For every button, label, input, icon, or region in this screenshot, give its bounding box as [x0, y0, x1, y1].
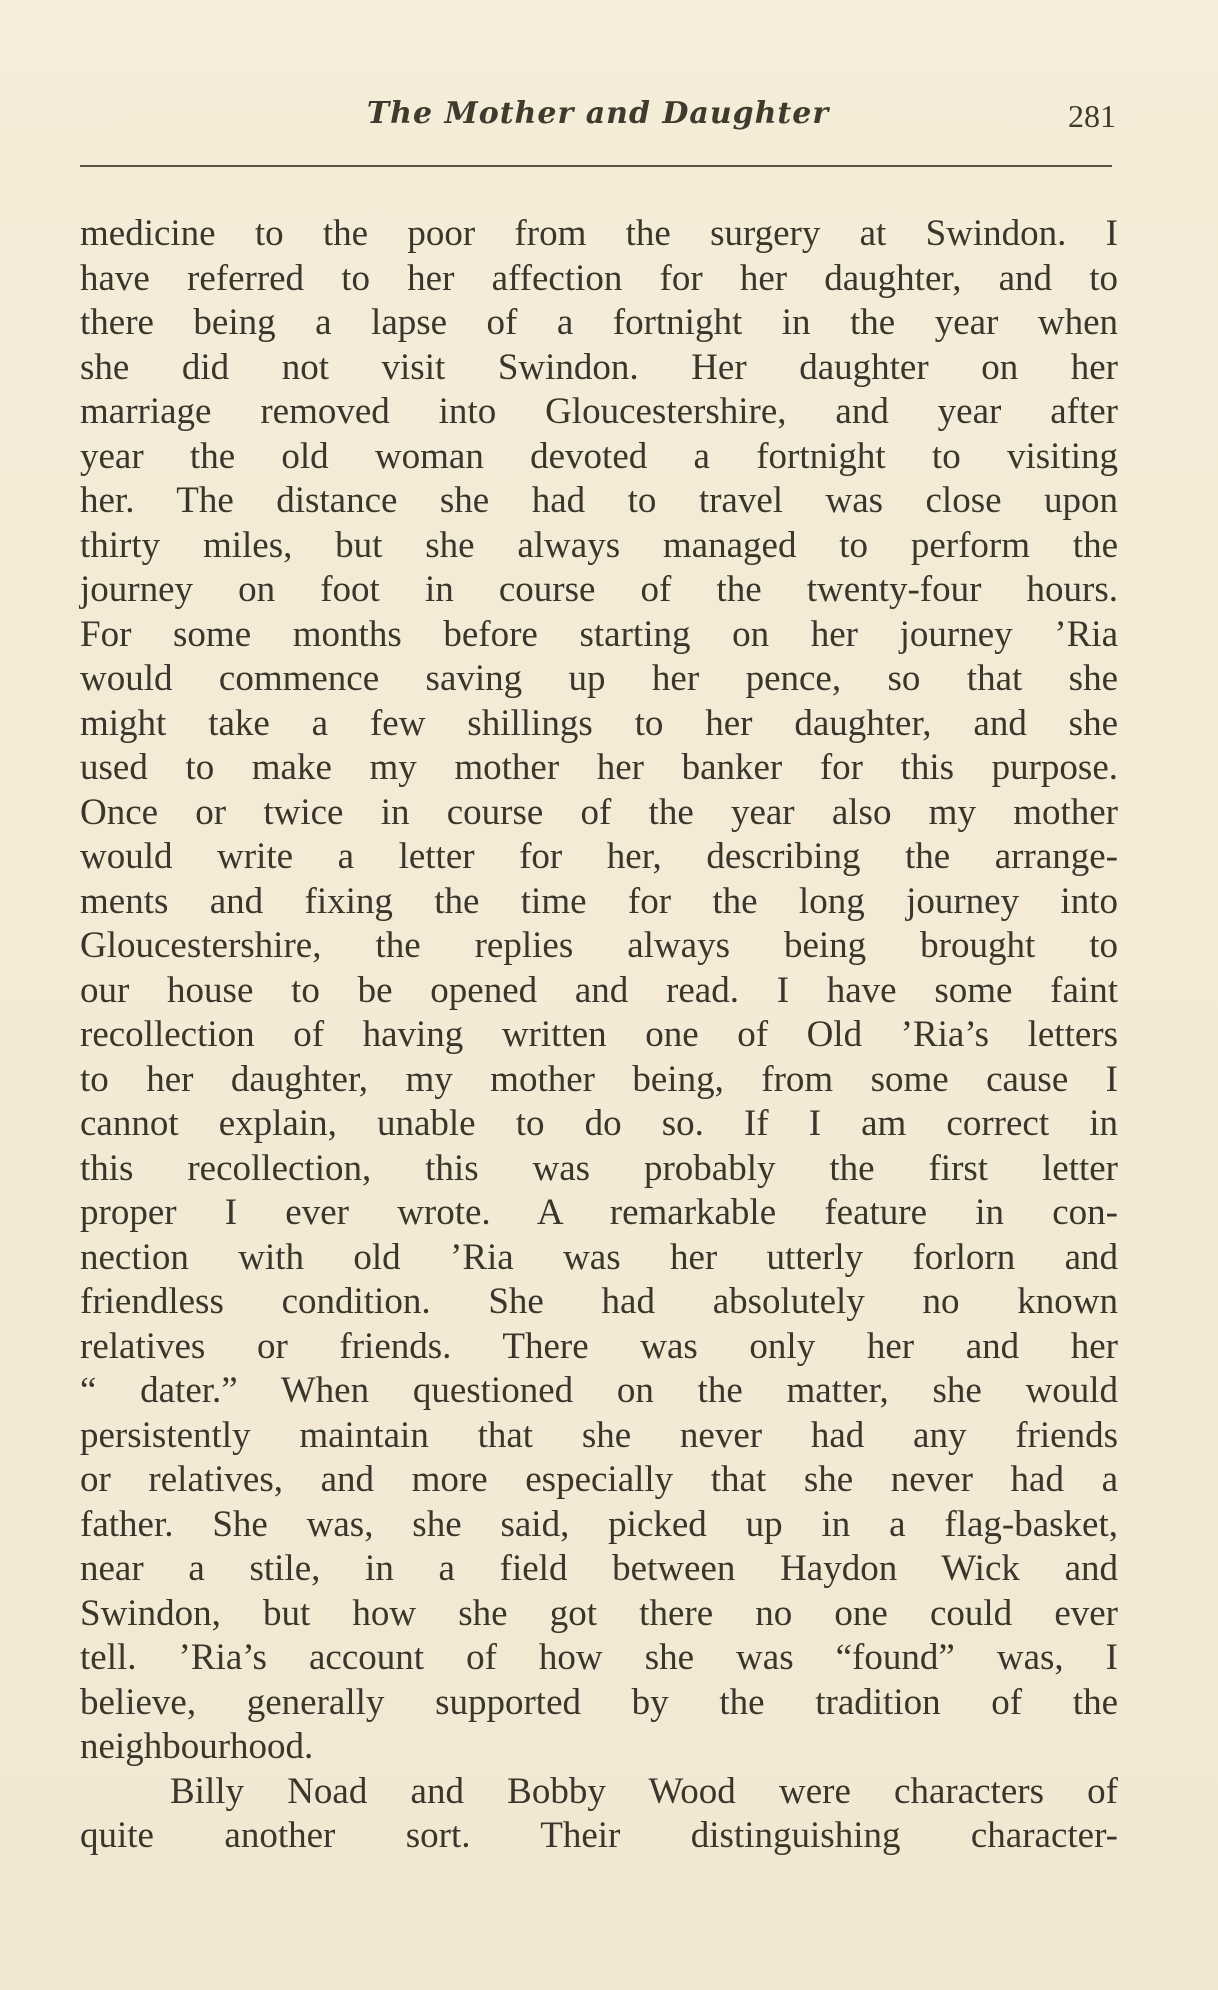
text-line: she did not visit Swindon. Her daughter on her: [80, 346, 1118, 388]
body-text: [80, 212, 1118, 1859]
text-line: journey on foot in course of the twenty-four hours.: [80, 569, 1118, 610]
text-line: thirty miles, but she always managed to perform the: [80, 524, 1118, 566]
text-line: For some months before starting on her journey ’Ria: [80, 613, 1118, 655]
text-line: her. The distance she had to travel was close upon: [80, 480, 1118, 521]
text-line: Swindon, but how she got there no one could ever: [80, 1592, 1118, 1634]
text-line: quite another sort. Their distinguishing character-: [80, 1815, 1118, 1856]
text-line: relatives or friends. There was only her and her: [80, 1325, 1118, 1367]
paragraph-start-line: Billy Noad and Bobby Wood were characters of: [170, 1770, 1118, 1812]
page-header: [80, 96, 1116, 146]
header-rule: [80, 165, 1112, 167]
text-line: proper I ever wrote. A remarkable feature in con-: [80, 1192, 1118, 1233]
text-line: near a stile, in a field between Haydon Wick and: [80, 1548, 1118, 1589]
text-line: marriage removed into Gloucestershire, and year after: [80, 391, 1118, 432]
page-number: 281: [1068, 98, 1116, 134]
text-line: friendless condition. She had absolutely no known: [80, 1281, 1118, 1322]
text-line: nection with old ’Ria was her utterly forlorn and: [80, 1236, 1118, 1278]
text-line: medicine to the poor from the surgery at Swindon. I: [80, 213, 1118, 254]
text-line: our house to be opened and read. I have some faint: [80, 969, 1118, 1011]
text-line: recollection of having written one of Old ’Ria’s letters: [80, 1014, 1118, 1055]
text-line: have referred to her affection for her daughter, and to: [80, 257, 1118, 299]
text-line: Once or twice in course of the year also my mother: [80, 791, 1118, 833]
text-line: this recollection, this was probably the first letter: [80, 1147, 1118, 1189]
text-line: ments and fixing the time for the long journey into: [80, 880, 1118, 922]
text-line: cannot explain, unable to do so. If I am correct in: [80, 1103, 1118, 1144]
paragraph-end-line: neighbourhood.: [80, 1726, 314, 1767]
running-title: The Mother and Daughter: [366, 96, 830, 131]
text-line: might take a few shillings to her daughter, and she: [80, 702, 1118, 744]
text-line: year the old woman devoted a fortnight to visiting: [80, 435, 1118, 477]
text-line: “ dater.” When questioned on the matter, she would: [80, 1370, 1118, 1411]
text-line: there being a lapse of a fortnight in the year when: [80, 302, 1118, 343]
text-line: used to make my mother her banker for this purpose.: [80, 747, 1118, 788]
text-line: father. She was, she said, picked up in a flag-basket,: [80, 1503, 1118, 1545]
text-line: persistently maintain that she never had any friends: [80, 1414, 1118, 1456]
text-line: or relatives, and more especially that she never had a: [80, 1459, 1118, 1500]
text-line: to her daughter, my mother being, from some cause I: [80, 1058, 1118, 1100]
text-line: tell. ’Ria’s account of how she was “found” was, I: [80, 1637, 1118, 1678]
text-line: believe, generally supported by the tradition of the: [80, 1681, 1118, 1723]
text-line: Gloucestershire, the replies always being brought to: [80, 925, 1118, 966]
text-line: would commence saving up her pence, so that she: [80, 658, 1118, 699]
text-line: would write a letter for her, describing the arrange-: [80, 836, 1118, 877]
